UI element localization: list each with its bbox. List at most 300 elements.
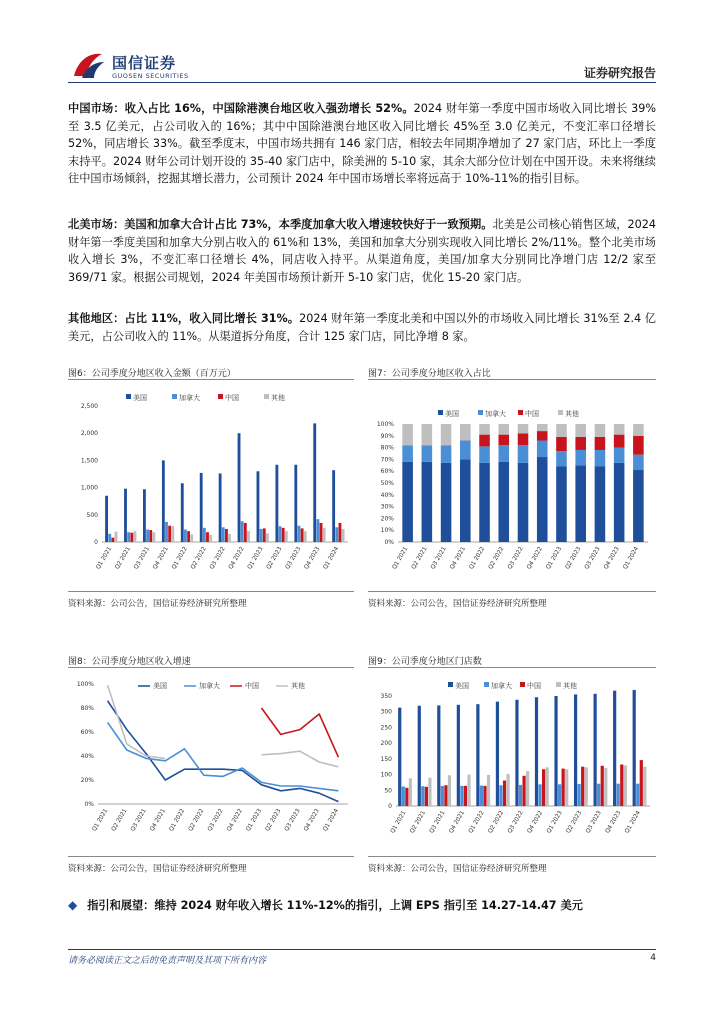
bar-中国	[282, 528, 285, 542]
bar-中国	[640, 760, 643, 806]
bar-其他	[448, 775, 451, 806]
bar-美国	[402, 462, 413, 542]
bar-美国	[457, 705, 460, 806]
bar-中国	[187, 531, 190, 542]
bar-其他	[556, 424, 567, 437]
report-type: 证券研究报告	[583, 66, 656, 80]
bar-其他	[487, 775, 490, 806]
bar-加拿大	[595, 450, 606, 467]
legend-swatch	[218, 394, 223, 399]
bar-其他	[134, 531, 137, 542]
y-tick-label: 20%	[80, 777, 94, 784]
legend-label: 其他	[565, 410, 579, 418]
bar-美国	[633, 690, 636, 806]
bar-其他	[441, 424, 452, 445]
bar-其他	[624, 765, 627, 806]
x-tick-label: Q2 2023	[564, 546, 583, 571]
y-tick-label: 90%	[380, 432, 394, 440]
x-tick-label: Q3 2021	[428, 810, 447, 835]
bar-美国	[515, 700, 518, 806]
x-tick-label: Q3 2022	[507, 810, 525, 835]
bar-加拿大	[441, 786, 444, 806]
bar-加拿大	[578, 784, 581, 806]
legend-label: 美国	[455, 682, 469, 690]
bar-其他	[479, 424, 490, 435]
bar-美国	[313, 423, 316, 542]
bar-中国	[542, 769, 545, 806]
bar-美国	[124, 489, 127, 542]
bar-其他	[285, 531, 288, 542]
bar-加拿大	[614, 448, 625, 463]
bar-美国	[257, 471, 260, 542]
x-tick-label: Q1 2021	[391, 546, 410, 571]
y-tick-label: 0	[388, 803, 392, 810]
legend-label: 其他	[271, 394, 285, 402]
bar-中国	[263, 528, 266, 542]
bar-中国	[206, 532, 209, 542]
legend-swatch	[518, 410, 523, 415]
figure-source: 资料来源：公司公告，国信证券经济研究所整理	[368, 599, 547, 609]
bar-美国	[554, 696, 557, 806]
x-tick-label: Q4 2023	[603, 546, 621, 571]
y-tick-label: 150	[380, 755, 392, 763]
bar-中国	[111, 538, 114, 542]
figure-title: 图6：公司季度分地区收入金额（百万元）	[68, 369, 236, 379]
bar-中国	[620, 765, 623, 806]
x-tick-label: Q4 2022	[526, 810, 545, 835]
x-tick-label: Q2 2021	[410, 546, 429, 571]
x-tick-label: Q3 2022	[209, 546, 227, 571]
bar-美国	[476, 704, 479, 806]
bar-加拿大	[335, 527, 338, 542]
x-tick-label: Q2 2022	[487, 810, 506, 835]
bar-加拿大	[402, 445, 413, 462]
legend-label: 美国	[133, 394, 147, 402]
paragraph-lead: 其他地区：占比 11%，收入同比增长 31%。	[68, 312, 300, 325]
bar-中国	[595, 437, 606, 450]
legend-swatch	[448, 682, 453, 687]
figure-source-rule	[68, 856, 354, 857]
bar-其他	[604, 768, 607, 806]
bar-其他	[152, 532, 155, 542]
legend-swatch	[172, 394, 177, 399]
bar-其他	[643, 767, 646, 806]
x-tick-label: Q4 2021	[152, 546, 170, 571]
x-tick-label: Q1 2024	[322, 546, 341, 571]
bar-美国	[537, 457, 548, 542]
y-tick-label: 80%	[380, 444, 394, 452]
figure-source: 资料来源：公司公告，国信证券经济研究所整理	[68, 864, 247, 874]
legend-swatch	[558, 410, 563, 415]
legend-label: 美国	[153, 682, 167, 690]
bar-美国	[332, 470, 335, 542]
x-tick-label: Q2 2021	[110, 808, 129, 833]
bar-加拿大	[108, 534, 111, 542]
x-tick-label: Q4 2023	[303, 808, 321, 833]
x-tick-label: Q1 2023	[545, 546, 564, 571]
y-tick-label: 250	[380, 724, 392, 732]
paragraph-lead: 中国市场：收入占比 16%，中国除港澳台地区收入强劲增长 52%。	[68, 102, 414, 115]
bar-中国	[581, 767, 584, 806]
bar-美国	[105, 496, 108, 542]
bar-其他	[247, 531, 250, 542]
line-其他	[262, 751, 339, 767]
y-tick-label: 350	[380, 693, 392, 700]
x-tick-label: Q2 2021	[114, 546, 133, 571]
footer-divider	[68, 949, 656, 950]
bar-其他	[402, 424, 413, 445]
bar-中国	[130, 533, 133, 542]
bar-中国	[614, 435, 625, 448]
bar-美国	[181, 483, 184, 542]
logo-en: GUOSEN SECURITIES	[112, 72, 189, 80]
legend-swatch	[264, 394, 269, 399]
y-tick-label: 2,500	[80, 403, 98, 410]
y-tick-label: 1,000	[80, 484, 98, 492]
paragraph-body: 北美是公司核心销售区域，2024 财年第一季度美国和加拿大分别占收入的 61%和 13%，美国和加拿大分别实现收入同比增长 2%/11%。整个北美市场收入增长 3%，不变汇率口径增长 4%，同店收入持平。从渠道角度，美国/加拿大分别同比净增门店 12/2 家至 369/71 家。根据公司规划，2024 年美国市场预计新开 5-10 家门店，优化 15-20 家门店。	[68, 218, 656, 284]
x-tick-label: Q1 2024	[622, 546, 641, 571]
bar-加拿大	[537, 441, 548, 458]
bar-其他	[526, 771, 529, 806]
y-tick-label: 0	[94, 539, 98, 546]
bar-其他	[498, 424, 509, 435]
bar-加拿大	[480, 786, 483, 806]
bar-加拿大	[127, 532, 130, 542]
bar-其他	[633, 424, 644, 436]
chart-revenue-share	[368, 384, 656, 594]
y-tick-label: 70%	[380, 456, 394, 464]
x-tick-label: Q2 2021	[409, 810, 428, 835]
bar-加拿大	[184, 529, 187, 542]
bar-中国	[444, 785, 447, 806]
figure-title: 图7：公司季度分地区收入占比	[368, 369, 491, 379]
bar-中国	[168, 526, 171, 542]
figure-8	[68, 654, 354, 878]
x-tick-label: Q4 2023	[303, 546, 322, 571]
x-tick-label: Q2 2023	[565, 810, 584, 835]
bar-其他	[506, 774, 509, 806]
line-加拿大	[108, 722, 339, 790]
page-number: 4	[650, 953, 656, 963]
bar-中国	[301, 528, 304, 542]
y-tick-label: 60%	[380, 468, 394, 476]
x-tick-label: Q1 2023	[546, 810, 564, 835]
guosen-logo-icon	[72, 50, 106, 80]
bar-其他	[228, 534, 231, 542]
legend-swatch	[556, 682, 561, 687]
x-tick-label: Q3 2023	[284, 808, 302, 833]
figure-6	[68, 366, 354, 612]
bar-加拿大	[575, 450, 586, 465]
bar-美国	[418, 706, 421, 806]
bar-其他	[585, 767, 588, 806]
bar-美国	[422, 462, 433, 542]
bar-中国	[575, 437, 586, 450]
bar-中国	[537, 431, 548, 440]
bar-中国	[405, 788, 408, 806]
x-tick-label: Q3 2023	[585, 810, 603, 835]
x-tick-label: Q1 2023	[246, 546, 265, 571]
y-tick-label: 200	[380, 740, 392, 748]
figure-title-rule	[68, 667, 354, 668]
y-tick-label: 20%	[380, 515, 394, 523]
x-tick-label: Q1 2024	[322, 808, 341, 833]
figure-7	[368, 366, 656, 612]
bar-加拿大	[519, 785, 522, 806]
bar-中国	[633, 436, 644, 455]
bar-美国	[595, 466, 606, 542]
bar-美国	[275, 465, 278, 542]
x-tick-label: Q1 2022	[468, 810, 486, 835]
line-其他	[108, 685, 166, 758]
x-tick-label: Q1 2024	[624, 810, 642, 835]
y-tick-label: 500	[86, 511, 98, 519]
bar-加拿大	[165, 522, 168, 542]
x-tick-label: Q3 2022	[507, 546, 525, 571]
x-tick-label: Q1 2022	[171, 546, 189, 571]
x-tick-label: Q4 2021	[449, 546, 468, 571]
x-tick-label: Q3 2021	[133, 546, 152, 571]
bar-加拿大	[558, 784, 561, 806]
diamond-bullet-icon: ◆	[68, 898, 78, 912]
bar-美国	[238, 433, 241, 542]
bar-其他	[428, 778, 431, 806]
figure-title-rule	[68, 379, 354, 380]
bar-美国	[574, 694, 577, 806]
x-tick-label: Q1 2022	[168, 808, 187, 833]
bar-美国	[398, 708, 401, 806]
bar-中国	[556, 437, 567, 451]
bar-美国	[219, 473, 222, 542]
bar-加拿大	[499, 785, 502, 806]
header-divider	[68, 82, 656, 83]
x-tick-label: Q1 2022	[468, 546, 487, 571]
bar-加拿大	[402, 787, 405, 806]
x-tick-label: Q3 2023	[584, 546, 602, 571]
y-tick-label: 300	[380, 708, 392, 716]
bar-加拿大	[597, 784, 600, 806]
bar-其他	[304, 531, 307, 542]
x-tick-label: Q2 2022	[187, 808, 206, 833]
paragraph-china	[68, 100, 656, 188]
paragraph-body: 2024 财年第一季度中国市场收入同比增长 39%至 3.5 亿美元，占公司收入的 16%；其中中国除港澳台地区收入同比增长 45%至 3.0 亿美元，不变汇率口径增长 52%，同店增长 33%。截至季度末，中国市场共拥有 146 家门店，相较去年同期净增加了 27 家门店，环比上一季度末持平。2024 财年公司计划开设的 35-40 家门店中，除美洲的 5-10 家，其余大部分位计划在中国开设。未来将继续往中国市场倾斜，挖掘其增长潜力，公司预计 2024 年中国市场增长率将远高于 10%-11%的指引目标。	[68, 102, 656, 185]
bar-美国	[200, 473, 203, 542]
paragraph-other	[68, 310, 656, 345]
bar-美国	[575, 465, 586, 542]
legend-label: 美国	[445, 410, 459, 418]
y-tick-label: 10%	[380, 527, 394, 535]
figure-source-rule	[368, 591, 656, 592]
chart-revenue-by-region	[68, 384, 354, 594]
bar-美国	[498, 462, 509, 542]
bar-其他	[266, 533, 269, 542]
x-tick-label: Q1 2023	[245, 808, 264, 833]
bar-美国	[441, 463, 452, 542]
legend-swatch	[478, 410, 483, 415]
bar-中国	[498, 435, 509, 446]
y-tick-label: 40%	[80, 753, 94, 760]
legend-label: 加拿大	[491, 682, 512, 690]
bar-加拿大	[422, 445, 433, 462]
summary-text: 指引和展望：维持 2024 财年收入增长 11%-12%的指引，上调 EPS 指引至 14.27-14.47 美元	[87, 899, 583, 912]
y-tick-label: 80%	[80, 705, 94, 712]
bar-中国	[149, 530, 152, 542]
bar-其他	[171, 526, 174, 542]
bar-中国	[225, 529, 228, 542]
bar-加拿大	[260, 529, 263, 542]
y-tick-label: 100%	[76, 681, 94, 688]
figure-title-rule	[368, 667, 656, 668]
bar-加拿大	[636, 784, 639, 806]
x-tick-label: Q4 2022	[526, 546, 544, 571]
legend-label: 加拿大	[179, 394, 200, 402]
y-tick-label: 30%	[380, 503, 394, 511]
legend-label: 其他	[291, 682, 305, 690]
bar-中国	[601, 766, 604, 806]
paragraph-lead: 北美市场：美国和加拿大合计占比 73%，本季度加拿大收入增速较快好于一致预期。	[68, 218, 493, 231]
chart-revenue-growth	[68, 672, 354, 858]
legend-label: 中国	[525, 410, 539, 418]
bar-其他	[190, 534, 193, 542]
bar-其他	[115, 532, 118, 542]
legend-label: 中国	[225, 394, 239, 402]
bar-加拿大	[617, 784, 620, 806]
bar-加拿大	[556, 451, 567, 466]
y-tick-label: 50%	[380, 480, 394, 487]
bar-加拿大	[298, 526, 301, 542]
x-tick-label: Q1 2021	[389, 810, 408, 835]
y-tick-label: 100	[380, 771, 392, 779]
bar-其他	[565, 769, 568, 806]
y-tick-label: 60%	[80, 729, 94, 736]
x-tick-label: Q4 2021	[149, 808, 168, 833]
legend-label: 中国	[527, 682, 541, 690]
bar-美国	[143, 489, 146, 542]
bar-其他	[323, 528, 326, 542]
line-中国	[262, 708, 339, 757]
figure-source: 资料来源：公司公告，国信证券经济研究所整理	[368, 864, 547, 874]
bar-中国	[522, 776, 525, 806]
figure-title: 图8：公司季度分地区收入增速	[68, 657, 191, 667]
y-tick-label: 40%	[380, 491, 394, 499]
bar-美国	[614, 463, 625, 542]
bar-其他	[575, 424, 586, 437]
bar-其他	[342, 529, 345, 542]
x-tick-label: Q3 2021	[430, 546, 448, 571]
bar-美国	[535, 697, 538, 806]
page-header	[0, 0, 724, 84]
bar-美国	[294, 465, 297, 542]
y-tick-label: 0%	[84, 801, 94, 808]
figure-source-rule	[68, 591, 354, 592]
bar-中国	[244, 523, 247, 542]
bar-美国	[518, 463, 529, 542]
x-tick-label: Q3 2022	[207, 808, 225, 833]
x-tick-label: Q4 2023	[604, 810, 623, 835]
x-tick-label: Q1 2021	[95, 546, 114, 571]
x-tick-label: Q1 2021	[91, 808, 110, 833]
paragraph-body: 2024 财年第一季度北美和中国以外的市场收入同比增长 31%至 2.4 亿美元，占公司收入的 11%。从渠道拆分角度，合计 125 家门店，同比净增 8 家。	[68, 312, 656, 343]
bar-加拿大	[518, 445, 529, 463]
bar-其他	[460, 424, 471, 441]
bar-中国	[464, 786, 467, 806]
legend-swatch	[126, 394, 131, 399]
chart-store-count	[368, 672, 656, 858]
bar-加拿大	[203, 528, 206, 542]
y-tick-label: 50	[384, 787, 392, 795]
bar-美国	[556, 466, 567, 542]
x-tick-label: Q4 2022	[226, 808, 244, 833]
bar-其他	[467, 775, 470, 806]
legend-label: 加拿大	[199, 682, 220, 690]
bar-加拿大	[460, 786, 463, 806]
legend-label: 加拿大	[485, 410, 506, 418]
bar-中国	[562, 769, 565, 806]
x-tick-label: Q4 2022	[228, 546, 246, 571]
bar-美国	[162, 460, 165, 542]
x-tick-label: Q2 2022	[190, 546, 208, 571]
bar-中国	[320, 523, 323, 542]
x-tick-label: Q2 2023	[264, 808, 283, 833]
figure-title: 图9：公司季度分地区门店数	[368, 657, 482, 667]
bar-其他	[409, 778, 412, 806]
bar-美国	[613, 691, 616, 806]
x-tick-label: Q4 2021	[448, 810, 467, 835]
bar-其他	[518, 424, 529, 433]
x-tick-label: Q3 2023	[284, 546, 303, 571]
bar-中国	[503, 781, 506, 806]
bar-其他	[546, 767, 549, 806]
bar-中国	[479, 435, 490, 447]
bar-加拿大	[498, 445, 509, 462]
bar-加拿大	[441, 445, 452, 463]
bar-美国	[633, 470, 644, 542]
y-tick-label: 0%	[384, 539, 394, 546]
bar-其他	[209, 535, 212, 542]
bar-加拿大	[460, 441, 471, 460]
legend-swatch	[438, 410, 443, 415]
bar-美国	[496, 702, 499, 806]
bar-加拿大	[633, 455, 644, 470]
guidance-summary	[68, 897, 656, 913]
paragraph-north-america	[68, 216, 656, 286]
figure-source: 资料来源：公司公告，国信证券经济研究所整理	[68, 599, 247, 609]
legend-label: 其他	[563, 682, 577, 690]
legend-label: 中国	[245, 682, 259, 690]
logo-cn: 国信证券	[112, 54, 177, 72]
y-tick-label: 2,000	[80, 430, 98, 438]
bar-加拿大	[146, 529, 149, 542]
y-tick-label: 1,500	[80, 457, 98, 465]
bar-加拿大	[279, 526, 282, 542]
bar-中国	[425, 787, 428, 806]
bar-加拿大	[538, 784, 541, 806]
bar-加拿大	[316, 519, 319, 542]
legend-swatch	[484, 682, 489, 687]
bar-其他	[422, 424, 433, 445]
y-tick-label: 100%	[376, 421, 394, 428]
bar-美国	[460, 459, 471, 542]
bar-美国	[437, 705, 440, 806]
figure-title-rule	[368, 379, 656, 380]
bar-中国	[483, 786, 486, 806]
x-tick-label: Q2 2023	[265, 546, 284, 571]
figure-9	[368, 654, 656, 878]
legend-swatch	[520, 682, 525, 687]
bar-美国	[594, 694, 597, 806]
bar-中国	[518, 433, 529, 445]
x-tick-label: Q3 2021	[130, 808, 148, 833]
